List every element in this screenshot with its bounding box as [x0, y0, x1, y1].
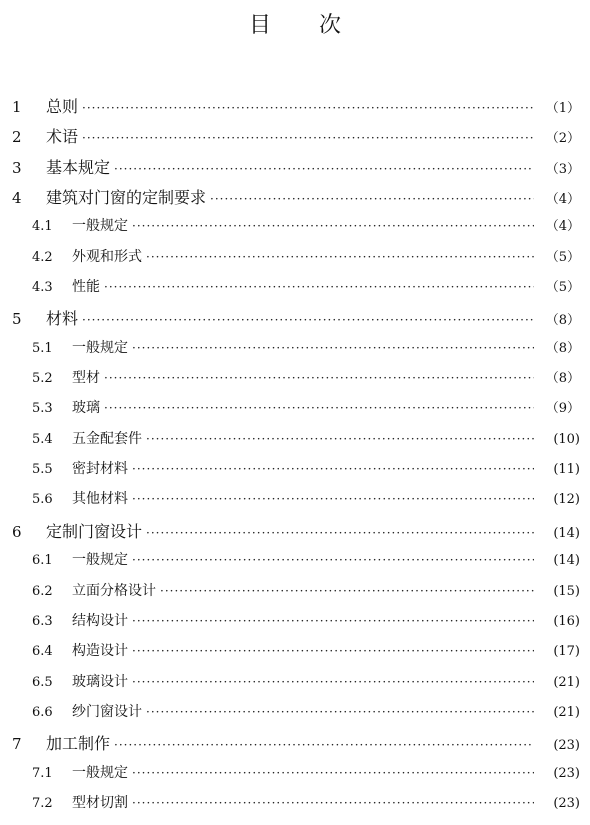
toc-number: 5.5: [32, 462, 53, 478]
toc-label: 一般规定: [72, 339, 128, 356]
toc-page-number: （1）: [545, 101, 580, 116]
toc-page-number: (23): [553, 795, 580, 811]
toc-number: 1: [12, 98, 22, 116]
toc-number: 6.4: [32, 644, 53, 660]
toc-page-number: (12): [553, 492, 580, 508]
toc-label: 材料: [46, 309, 79, 329]
toc-label: 建筑对门窗的定制要求: [46, 188, 207, 208]
toc-number: 4.2: [32, 249, 53, 265]
toc-label: 性能: [72, 279, 100, 296]
toc-label: 玻璃: [72, 400, 100, 417]
toc-page-number: （4）: [545, 219, 580, 235]
toc-entry-5-4[interactable]: [12, 428, 580, 458]
toc-number: 2: [12, 128, 22, 147]
toc-entry-6-6[interactable]: [12, 701, 580, 731]
toc-leader-dots: [132, 341, 534, 355]
toc-page-number: （8）: [545, 371, 580, 387]
toc-leader-dots: [132, 675, 534, 689]
toc-label: 纱门窗设计: [72, 703, 142, 720]
toc-number: 6.1: [32, 553, 53, 569]
toc-number: 4: [12, 189, 22, 208]
toc-leader-dots: [132, 644, 534, 658]
toc-leader-dots: [146, 250, 534, 264]
toc-page-number: （2）: [545, 131, 580, 147]
toc-leader-dots: [132, 553, 534, 567]
toc-number: 6.5: [32, 674, 53, 690]
toc-entry-4-3[interactable]: [12, 276, 580, 306]
toc-label: 型材切割: [72, 794, 128, 811]
toc-label: 密封材料: [72, 461, 128, 478]
toc-leader-dots: [104, 401, 534, 415]
toc-label: 立面分格设计: [72, 582, 156, 599]
toc-number: 6.2: [32, 583, 53, 599]
toc-page-number: (15): [553, 583, 580, 599]
toc-entry-4-2[interactable]: [12, 246, 580, 276]
title-char-1: 目: [248, 13, 271, 38]
toc-label: 一般规定: [72, 764, 128, 781]
toc-leader-dots: [114, 738, 534, 752]
toc-page-number: （8）: [545, 340, 580, 356]
toc-label: 总则: [46, 97, 79, 116]
toc-entry-6-2[interactable]: [12, 580, 580, 610]
toc-page-number: （3）: [545, 161, 580, 177]
toc-leader-dots: [82, 101, 534, 115]
toc-label: 基本规定: [46, 157, 111, 177]
toc-entry-3[interactable]: [12, 155, 580, 185]
toc-number: 7: [12, 735, 22, 754]
toc-label: 构造设计: [72, 643, 128, 660]
toc-entry-5-5[interactable]: [12, 458, 580, 488]
toc-page-number: (21): [553, 704, 580, 720]
toc-page-number: (16): [553, 613, 580, 629]
toc-page-number: （5）: [545, 280, 580, 296]
toc-label: 其他材料: [72, 491, 128, 508]
toc-number: 5.2: [32, 371, 53, 387]
toc-number: 5: [12, 310, 22, 329]
toc-leader-dots: [132, 219, 534, 233]
toc-number: 4.3: [32, 280, 53, 296]
toc-page-number: （9）: [545, 401, 580, 417]
toc-number: 7.2: [32, 795, 53, 811]
toc-number: 5.3: [32, 401, 53, 417]
toc-entry-5-6[interactable]: [12, 488, 580, 518]
toc-number: 7.1: [32, 765, 53, 781]
toc-entry-7-2[interactable]: [12, 792, 580, 822]
toc-leader-dots: [146, 526, 534, 540]
toc-entry-5-3[interactable]: [12, 397, 580, 427]
toc-number: 4.1: [32, 219, 53, 235]
toc-entry-4-1[interactable]: [12, 215, 580, 245]
toc-entry-6[interactable]: [12, 519, 580, 549]
toc-number: 6.6: [32, 704, 53, 720]
toc-leader-dots: [132, 492, 534, 506]
toc-page-number: （4）: [545, 192, 580, 208]
toc-label: 型材: [72, 370, 100, 387]
toc-entry-1[interactable]: [12, 94, 580, 124]
page-title: [0, 8, 590, 39]
toc-page-number: (14): [553, 553, 580, 569]
toc-entry-6-1[interactable]: [12, 549, 580, 579]
toc-leader-dots: [160, 584, 534, 598]
toc-page-number: （8）: [545, 313, 580, 329]
toc-number: 3: [12, 158, 22, 177]
toc-entry-2[interactable]: [12, 124, 580, 154]
toc-entry-6-5[interactable]: [12, 671, 580, 701]
toc-label: 玻璃设计: [72, 673, 128, 690]
toc-page-number: (10): [553, 431, 580, 447]
toc-leader-dots: [104, 280, 534, 294]
toc-label: 结构设计: [72, 612, 128, 629]
title-char-2: 次: [319, 13, 342, 38]
toc-leader-dots: [132, 796, 534, 810]
toc-number: 6.3: [32, 613, 53, 629]
toc-page-number: (14): [553, 525, 580, 541]
toc-number: 5.1: [32, 340, 53, 356]
toc-leader-dots: [132, 462, 534, 476]
toc-entry-6-4[interactable]: [12, 640, 580, 670]
toc-leader-dots: [146, 432, 534, 446]
toc-label: 一般规定: [72, 552, 128, 569]
toc-entry-7[interactable]: [12, 731, 580, 761]
toc-entry-6-3[interactable]: [12, 610, 580, 640]
toc-entry-4[interactable]: [12, 185, 580, 215]
toc-label: 一般规定: [72, 218, 128, 235]
toc-page-number: （5）: [545, 249, 580, 265]
toc-entry-5[interactable]: [12, 306, 580, 336]
toc-leader-dots: [82, 131, 534, 145]
toc-label: 定制门窗设计: [46, 521, 143, 541]
toc-label: 术语: [46, 127, 79, 147]
toc-label: 五金配套件: [72, 430, 142, 447]
toc-number: 6: [12, 522, 22, 541]
toc-page-number: (23): [553, 765, 580, 781]
toc-page-number: (21): [553, 674, 580, 690]
toc-page-number: (23): [553, 738, 580, 754]
toc-page-number: (11): [553, 462, 580, 478]
toc-leader-dots: [146, 705, 534, 719]
toc-label: 加工制作: [46, 734, 111, 754]
toc-leader-dots: [132, 766, 534, 780]
toc-leader-dots: [210, 192, 534, 206]
toc-entry-5-2[interactable]: [12, 367, 580, 397]
toc-leader-dots: [104, 371, 534, 385]
table-of-contents: [12, 94, 580, 822]
toc-number: 5.4: [32, 431, 53, 447]
toc-leader-dots: [114, 162, 534, 176]
toc-label: 外观和形式: [72, 248, 142, 265]
toc-leader-dots: [82, 313, 534, 327]
toc-entry-5-1[interactable]: [12, 337, 580, 367]
toc-number: 5.6: [32, 492, 53, 508]
toc-entry-7-1[interactable]: [12, 762, 580, 792]
toc-leader-dots: [132, 614, 534, 628]
toc-page-number: (17): [553, 644, 580, 660]
